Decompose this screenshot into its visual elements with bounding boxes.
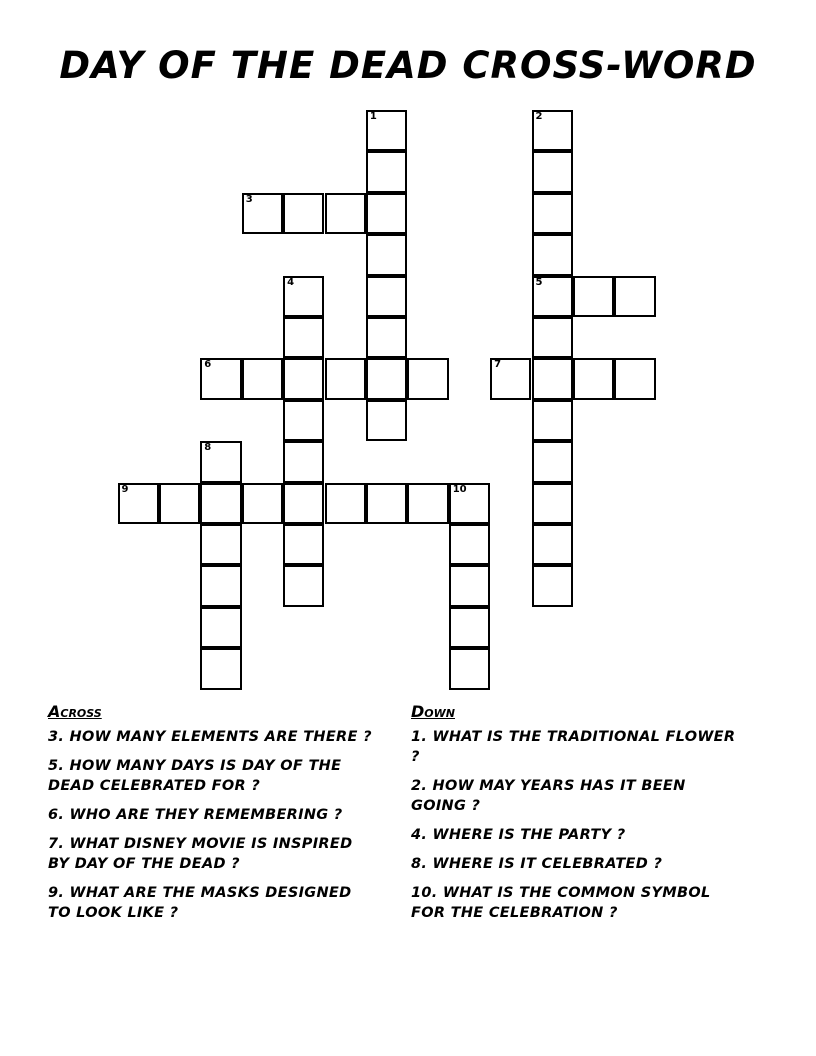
grid-cell[interactable] (449, 483, 490, 524)
grid-cell[interactable] (283, 441, 324, 482)
grid-cell[interactable] (532, 193, 573, 234)
clue-number: 4 (287, 276, 295, 288)
grid-cell[interactable] (283, 565, 324, 606)
grid-cell[interactable] (283, 524, 324, 565)
grid-cell[interactable] (449, 607, 490, 648)
grid-cell[interactable] (532, 400, 573, 441)
across-clue-7: 7. WHAT DISNEY MOVIE IS INSPIRED BY DAY OF THE DEAD ? (48, 836, 353, 872)
grid-cell[interactable] (366, 151, 407, 192)
grid-cell[interactable] (532, 565, 573, 606)
grid-cell[interactable] (200, 358, 241, 399)
grid-cell[interactable] (366, 110, 407, 151)
grid-cell[interactable] (532, 110, 573, 151)
across-heading: Across (48, 702, 102, 721)
page-title: DAY OF THE DEAD CROSS-WORD (59, 44, 757, 87)
clue-number: 9 (121, 483, 129, 495)
grid-cell[interactable] (118, 483, 159, 524)
grid-cell[interactable] (407, 358, 448, 399)
grid-cell[interactable] (366, 317, 407, 358)
grid-cell[interactable] (532, 276, 573, 317)
down-clue-2: 2. HOW MAY YEARS HAS IT BEEN GOING ? (411, 778, 686, 814)
grid-cell[interactable] (532, 483, 573, 524)
grid-cell[interactable] (200, 524, 241, 565)
grid-cell[interactable] (407, 483, 448, 524)
grid-cell[interactable] (490, 358, 531, 399)
grid-cell[interactable] (325, 193, 366, 234)
grid-cell[interactable] (366, 276, 407, 317)
grid-cell[interactable] (449, 648, 490, 689)
grid-cell[interactable] (573, 276, 614, 317)
grid-cell[interactable] (283, 276, 324, 317)
grid-cell[interactable] (532, 151, 573, 192)
grid-cell[interactable] (366, 193, 407, 234)
grid-cell[interactable] (325, 358, 366, 399)
down-clue-1: 1. WHAT IS THE TRADITIONAL FLOWER ? (411, 729, 736, 765)
clue-number: 8 (204, 442, 212, 454)
grid-cell[interactable] (532, 358, 573, 399)
grid-cell[interactable] (200, 565, 241, 606)
across-clue-5: 5. HOW MANY DAYS IS DAY OF THE DEAD CELEBRATED FOR ? (48, 758, 342, 794)
across-clues (48, 702, 378, 932)
down-heading: Down (411, 702, 455, 721)
grid-cell[interactable] (532, 234, 573, 275)
down-clue-8: 8. WHERE IS IT CELEBRATED ? (411, 856, 663, 872)
grid-cell[interactable] (200, 441, 241, 482)
clue-number: 1 (369, 111, 377, 122)
clue-number: 7 (494, 359, 502, 371)
down-clue-4: 4. WHERE IS THE PARTY ? (411, 827, 626, 843)
grid-cell[interactable] (200, 648, 241, 689)
grid-cell[interactable] (366, 358, 407, 399)
grid-cell[interactable] (242, 483, 283, 524)
grid-cell[interactable] (449, 565, 490, 606)
clue-number: 6 (204, 359, 212, 371)
down-clue-10: 10. WHAT IS THE COMMON SYMBOL FOR THE CELEBRATION ? (411, 885, 711, 921)
grid-cell[interactable] (366, 234, 407, 275)
grid-cell[interactable] (532, 317, 573, 358)
grid-cell[interactable] (532, 524, 573, 565)
grid-cell[interactable] (200, 607, 241, 648)
grid-cell[interactable] (449, 524, 490, 565)
grid-cell[interactable] (366, 483, 407, 524)
grid-cell[interactable] (242, 193, 283, 234)
grid-cell[interactable] (325, 483, 366, 524)
grid-cell[interactable] (614, 358, 655, 399)
grid-cell[interactable] (159, 483, 200, 524)
grid-cell[interactable] (532, 441, 573, 482)
clue-number: 10 (452, 483, 467, 495)
grid-cell[interactable] (242, 358, 283, 399)
down-clues (411, 702, 741, 932)
across-clue-6: 6. WHO ARE THEY REMEMBERING ? (48, 807, 343, 823)
grid-cell[interactable] (283, 317, 324, 358)
grid-cell[interactable] (200, 483, 241, 524)
clue-number: 2 (535, 111, 543, 122)
grid-cell[interactable] (614, 276, 655, 317)
clue-number: 5 (535, 276, 543, 288)
clue-number: 3 (245, 193, 253, 205)
grid-cell[interactable] (366, 400, 407, 441)
grid-cell[interactable] (573, 358, 614, 399)
across-clue-9: 9. WHAT ARE THE MASKS DESIGNED TO LOOK LIKE ? (48, 885, 352, 921)
grid-cell[interactable] (283, 358, 324, 399)
grid-cell[interactable] (283, 193, 324, 234)
grid-cell[interactable] (283, 400, 324, 441)
across-clue-3: 3. HOW MANY ELEMENTS ARE THERE ? (48, 729, 372, 745)
grid-cell[interactable] (283, 483, 324, 524)
